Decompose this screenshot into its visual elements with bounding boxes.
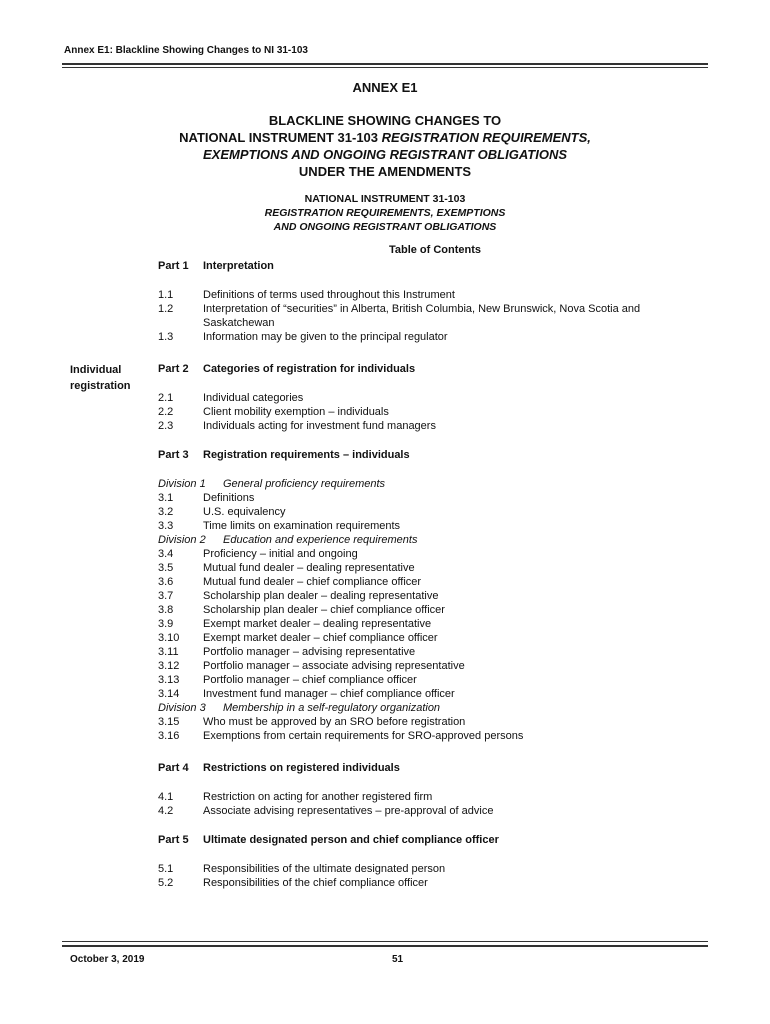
toc-text: Interpretation of “securities” in Alberta, British Columbia, New Brunswick, Nova Scotia and <box>203 303 641 315</box>
toc-text: Exemptions from certain requirements for SRO-approved persons <box>203 730 524 742</box>
title-line-2-italic: REGISTRATION REQUIREMENTS, <box>381 130 591 145</box>
instrument-line-2-text: REGISTRATION REQUIREMENTS, EXEMPTIONS <box>264 207 506 219</box>
toc-text: Time limits on examination requirements <box>203 520 401 532</box>
margin-note <box>70 362 131 394</box>
toc-number: 3.13 <box>158 674 180 686</box>
toc-text: Definitions of terms used throughout this Instrument <box>203 289 455 301</box>
toc-number: Division 1 <box>158 478 206 490</box>
toc-number: Part 2 <box>158 363 189 375</box>
page-number: 51 <box>392 954 404 965</box>
toc-number: 1.2 <box>158 303 174 315</box>
toc-number: Part 1 <box>158 260 189 272</box>
title-line-2 <box>62 129 708 146</box>
toc-heading: Table of Contents <box>388 244 482 256</box>
toc-number: Part 3 <box>158 449 189 461</box>
margin-note-line-1: Individual <box>70 364 122 376</box>
toc-number: 3.11 <box>158 646 179 658</box>
footer-rule-thin <box>62 941 708 942</box>
title-line-4: UNDER THE AMENDMENTS <box>298 164 472 179</box>
header-rule-thin <box>62 67 708 68</box>
toc-text: Exempt market dealer – chief compliance officer <box>203 632 438 644</box>
footer-date: October 3, 2019 <box>70 954 145 965</box>
toc-text: Individuals acting for investment fund managers <box>203 420 436 432</box>
header-rule-thick <box>62 63 708 65</box>
toc-text: Registration requirements – individuals <box>203 449 410 461</box>
toc-text: Ultimate designated person and chief compliance officer <box>203 834 499 846</box>
toc-number: 5.2 <box>158 877 174 889</box>
toc-number: 2.2 <box>158 406 174 418</box>
title-line-3 <box>62 146 708 163</box>
toc-text: Portfolio manager – chief compliance officer <box>203 674 417 686</box>
footer-rule-thick <box>62 945 708 947</box>
toc-text: Exempt market dealer – dealing representative <box>203 618 432 630</box>
toc-number: Division 3 <box>158 702 206 714</box>
toc-number: 3.14 <box>158 688 180 700</box>
toc-number: 2.1 <box>158 392 174 404</box>
toc-text: Education and experience requirements <box>223 534 418 546</box>
toc-number: 3.16 <box>158 730 180 742</box>
toc-number: 3.8 <box>158 604 174 616</box>
toc-text: Individual categories <box>203 392 304 404</box>
toc-text: Portfolio manager – associate advising representative <box>203 660 465 672</box>
toc-number: 2.3 <box>158 420 174 432</box>
toc-text: Client mobility exemption – individuals <box>203 406 389 418</box>
toc-text: Saskatchewan <box>203 317 275 329</box>
toc-text: Scholarship plan dealer – dealing representative <box>203 590 439 602</box>
instrument-line-2 <box>62 206 708 220</box>
running-header: Annex E1: Blackline Showing Changes to NI 31-103 <box>64 45 308 56</box>
toc-number: Part 4 <box>158 762 189 774</box>
toc-text: Scholarship plan dealer – chief compliance officer <box>203 604 445 616</box>
toc-number: 3.1 <box>158 492 174 504</box>
toc-text: Interpretation <box>203 260 274 272</box>
annex-title: ANNEX E1 <box>352 80 418 95</box>
instrument-title <box>62 192 708 234</box>
toc-text: Mutual fund dealer – chief compliance officer <box>203 576 422 588</box>
toc-text: Who must be approved by an SRO before registration <box>203 716 466 728</box>
toc-text: Definitions <box>203 492 255 504</box>
toc-number: 3.4 <box>158 548 174 560</box>
toc-number: 1.3 <box>158 331 174 343</box>
margin-note-line-2: registration <box>70 380 131 392</box>
title-line-1: BLACKLINE SHOWING CHANGES TO <box>268 113 502 128</box>
instrument-line-3 <box>62 220 708 234</box>
toc-number: 3.9 <box>158 618 174 630</box>
toc-number: 1.1 <box>158 289 174 301</box>
toc-text: Associate advising representatives – pre-approval of advice <box>203 805 494 817</box>
toc-text: Responsibilities of the chief compliance officer <box>203 877 428 889</box>
toc-text: Mutual fund dealer – dealing representative <box>203 562 415 574</box>
instrument-line-1: NATIONAL INSTRUMENT 31-103 <box>304 193 466 205</box>
toc-text: Investment fund manager – chief compliance officer <box>203 688 455 700</box>
toc-number: 4.2 <box>158 805 174 817</box>
toc-text: Restrictions on registered individuals <box>203 762 400 774</box>
toc-number: 3.7 <box>158 590 174 602</box>
toc-text: Information may be given to the principal regulator <box>203 331 448 343</box>
toc-number: 4.1 <box>158 791 174 803</box>
instrument-line-3-text: AND ONGOING REGISTRANT OBLIGATIONS <box>273 221 497 233</box>
toc-text: Proficiency – initial and ongoing <box>203 548 358 560</box>
toc-number: 3.3 <box>158 520 174 532</box>
toc-number: 3.6 <box>158 576 174 588</box>
toc-text: Restriction on acting for another registered firm <box>203 791 433 803</box>
toc-number: Part 5 <box>158 834 189 846</box>
toc-number: 3.2 <box>158 506 174 518</box>
toc-number: 3.12 <box>158 660 180 672</box>
toc-text: Responsibilities of the ultimate designated person <box>203 863 446 875</box>
toc-number: 5.1 <box>158 863 174 875</box>
toc-number: 3.5 <box>158 562 174 574</box>
toc-number: Division 2 <box>158 534 206 546</box>
toc-text: General proficiency requirements <box>223 478 386 490</box>
toc-text: U.S. equivalency <box>203 506 286 518</box>
toc-text: Membership in a self-regulatory organization <box>223 702 441 714</box>
toc-number: 3.15 <box>158 716 180 728</box>
toc-number: 3.10 <box>158 632 180 644</box>
toc-text: Portfolio manager – advising representative <box>203 646 416 658</box>
toc-text: Categories of registration for individuals <box>203 363 416 375</box>
blackline-title <box>62 112 708 180</box>
title-line-3-italic: EXEMPTIONS AND ONGOING REGISTRANT OBLIGATIONS <box>202 147 567 162</box>
title-line-2-plain: NATIONAL INSTRUMENT 31-103 <box>179 130 382 145</box>
